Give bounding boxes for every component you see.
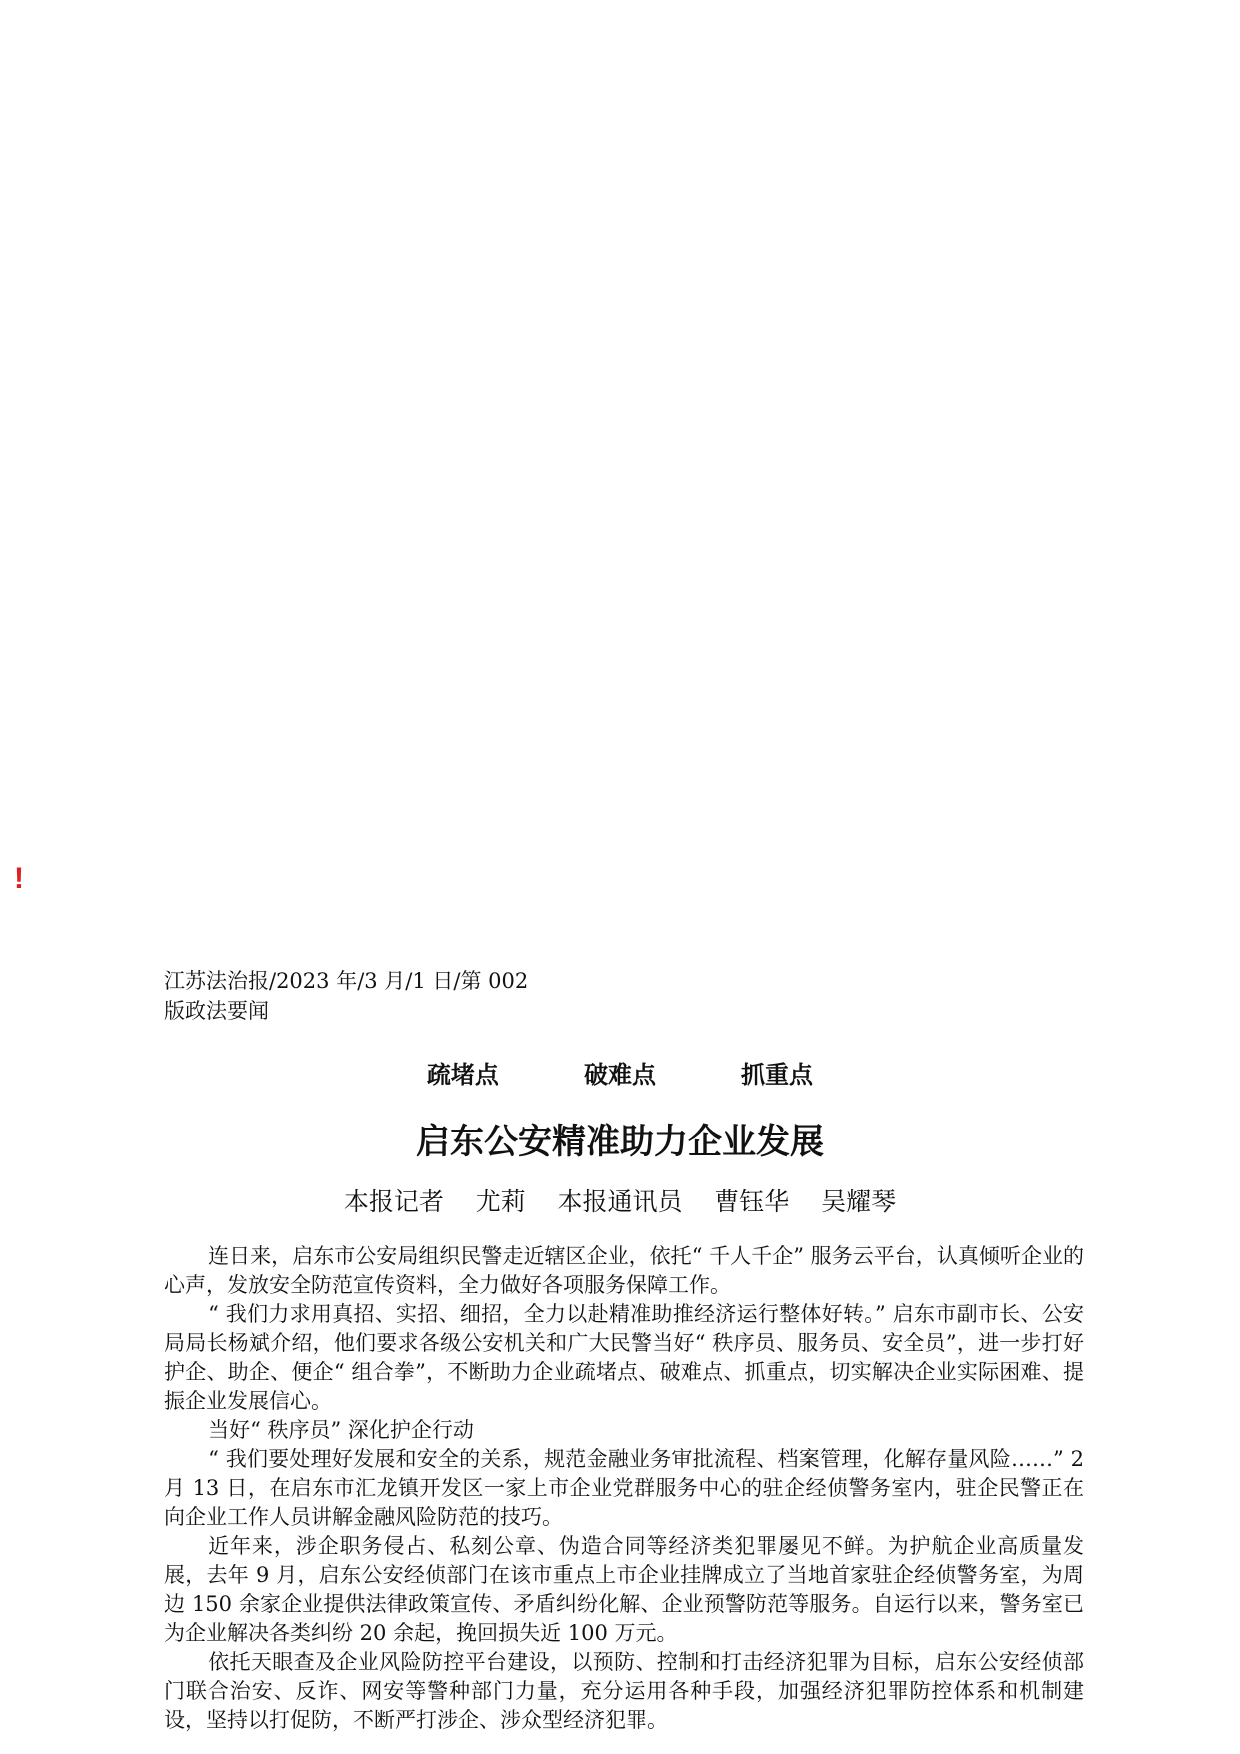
paragraph: “ 我们要处理好发展和安全的关系，规范金融业务审批流程、档案管理，化解存量风险……” 2 月 13 日，在启东市汇龙镇开发区一家上市企业党群服务中心的驻企经侦警务室内，驻企民警正在向企业工作人员讲解金融风险防范的技巧。 bbox=[164, 1447, 1084, 1529]
source-line-2: 版政法要闻 bbox=[164, 999, 269, 1023]
paragraph: 依托天眼查及企业风险防控平台建设，以预防、控制和打击经济犯罪为目标，启东公安经侦部门联合治安、反诈、网安等警种部门力量，充分运用各种手段，加强经济犯罪防控体系和机制建设，坚持以打促防，不断严打涉企、涉众型经济犯罪。 bbox=[164, 1650, 1084, 1732]
paragraph: “ 我们力求用真招、实招、细招，全力以赴精准助推经济运行整体好转。” 启东市副市长、公安局局长杨斌介绍，他们要求各级公安机关和广大民警当好“ 秩序员、服务员、安全员”，进一步打好护企、助企、便企“ 组合拳”，不断助力企业疏堵点、破难点、抓重点，切实解决企业实际困难、提振企业发展信心。 bbox=[164, 1302, 1084, 1413]
paragraph: 连日来，启东市公安局组织民警走近辖区企业，依托“ 千人千企” 服务云平台，认真倾听企业的心声，发放安全防范宣传资料，全力做好各项服务保障工作。 bbox=[164, 1244, 1084, 1297]
paragraph: 近年来，涉企职务侵占、私刻公章、伪造合同等经济类犯罪屡见不鲜。为护航企业高质量发展，去年 9 月，启东公安经侦部门在该市重点上市企业挂牌成立了当地首家驻企经侦警务室，为周边 150 余家企业提供法律政策宣传、矛盾纠纷化解、企业预警防范等服务。自运行以来，警务室已为企业解决各类纠纷 20 余起，挽回损失近 100 万元。 bbox=[164, 1534, 1084, 1645]
source-info bbox=[164, 966, 544, 1026]
article-body bbox=[164, 1242, 1084, 1735]
section-subheading: 当好“ 秩序员” 深化护企行动 bbox=[208, 1418, 474, 1442]
kicker-title: 疏堵点 破难点 抓重点 bbox=[426, 1061, 814, 1089]
headline: 启东公安精准助力企业发展 bbox=[416, 1122, 824, 1162]
source-line-1: 江苏法治报/2023 年/3 月/1 日/第 002 bbox=[164, 969, 529, 993]
red-exclamation-mark: ! bbox=[14, 862, 24, 895]
byline: 本报记者 尤莉 本报通讯员 曹钰华 吴耀琴 bbox=[343, 1187, 897, 1216]
